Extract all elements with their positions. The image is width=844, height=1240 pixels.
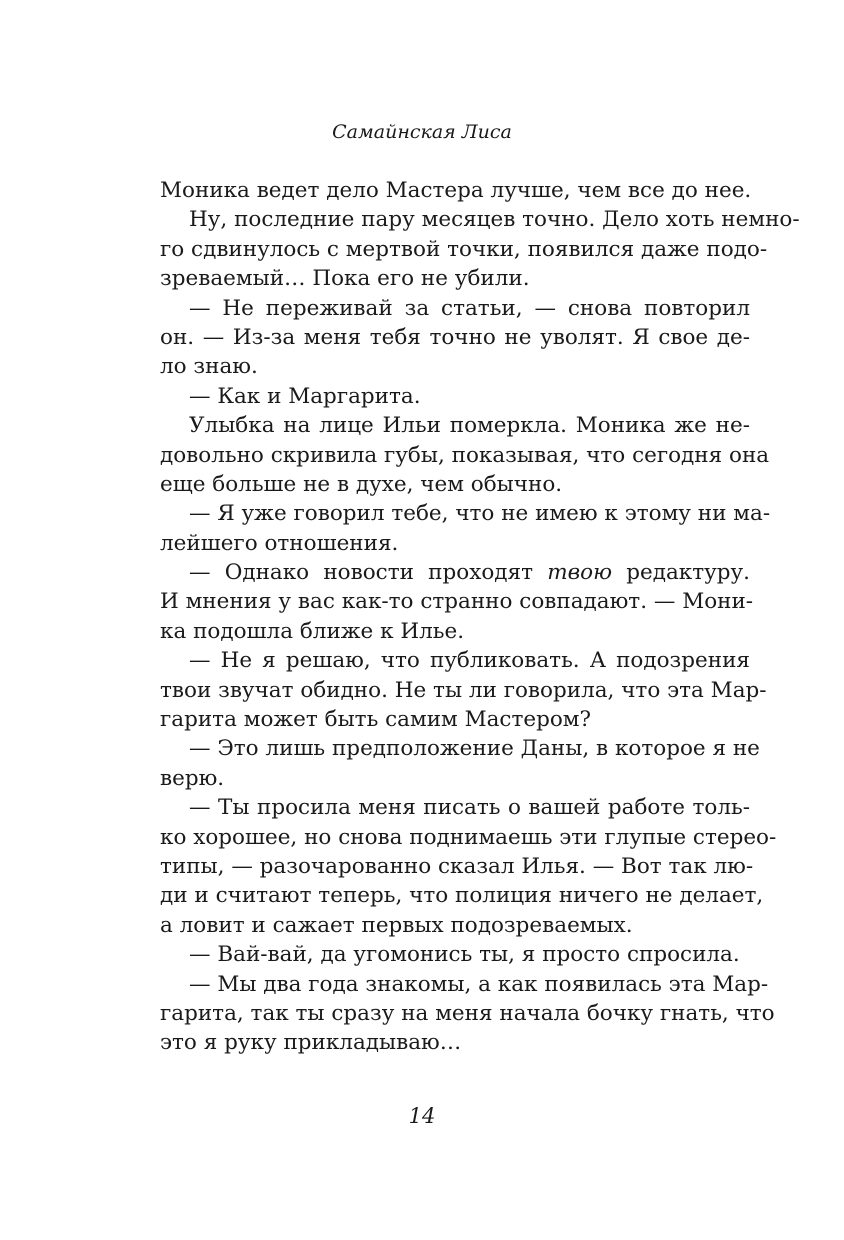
text-line: он. — Из-за меня тебя точно не уволят. Я свое де- [160,324,750,350]
text-line: довольно скривила губы, показывая, что сегодня она [160,442,770,468]
text-segment: редактуру. [612,560,751,586]
text-line: Моника ведет дело Мастера лучше, чем все до нее. [160,178,752,203]
text-line: — Не я решаю, что публиковать. А подозрения [189,648,750,674]
text-line: — Как и Маргарита. [189,383,421,409]
text-line: ко хорошее, но снова поднимаешь эти глупые стерео- [160,824,777,850]
running-head: Самайнская Лиса [332,121,512,143]
text-line [160,558,750,587]
text-line: лейшего отношения. [160,530,399,556]
text-segment: — Однако новости проходят [189,560,548,586]
text-line: гарита может быть самим Мастером? [160,707,592,733]
body-text [160,176,800,1058]
text-line: — Вай-вай, да угомонись ты, я просто спросила. [189,942,740,968]
page-number: 14 [408,1104,436,1128]
text-line: Улыбка на лице Ильи померкла. Моника же не- [189,413,750,439]
text-line: го сдвинулось с мертвой точки, появился даже подо- [160,236,768,262]
text-line: гарита, так ты сразу на меня начала бочку гнать, что [160,1000,775,1026]
text-line: — Мы два года знакомы, а как появилась эта Мар- [189,971,769,997]
text-line: ка подошла ближе к Илье. [160,618,465,644]
text-line: это я руку прикладываю… [160,1030,462,1056]
emphasis-text: твою [547,560,612,586]
text-line: — Это лишь предположение Даны, в которое я не [189,736,760,762]
text-line: еще больше не в духе, чем обычно. [160,471,563,497]
text-line: верю. [160,765,225,791]
text-line: — Не переживай за статьи, — снова повторил [189,295,750,321]
text-line: И мнения у вас как-то странно совпадают. — Мони- [160,589,754,615]
text-line: типы, — разочарованно сказал Илья. — Вот так лю- [160,853,754,879]
text-line: — Ты просила меня писать о вашей работе толь- [189,795,750,821]
text-line: а ловит и сажает первых подозреваемых. [160,912,633,938]
text-line: зреваемый… Пока его не убили. [160,266,530,292]
text-line: — Я уже говорил тебе, что не имею к этому ни ма- [189,501,771,527]
text-line: ди и считают теперь, что полиция ничего не делает, [160,883,764,909]
text-line: Ну, последние пару месяцев точно. Дело хоть немно- [189,207,800,233]
text-line: твои звучат обидно. Не ты ли говорила, что эта Мар- [160,677,767,703]
text-line: ло знаю. [160,354,258,380]
